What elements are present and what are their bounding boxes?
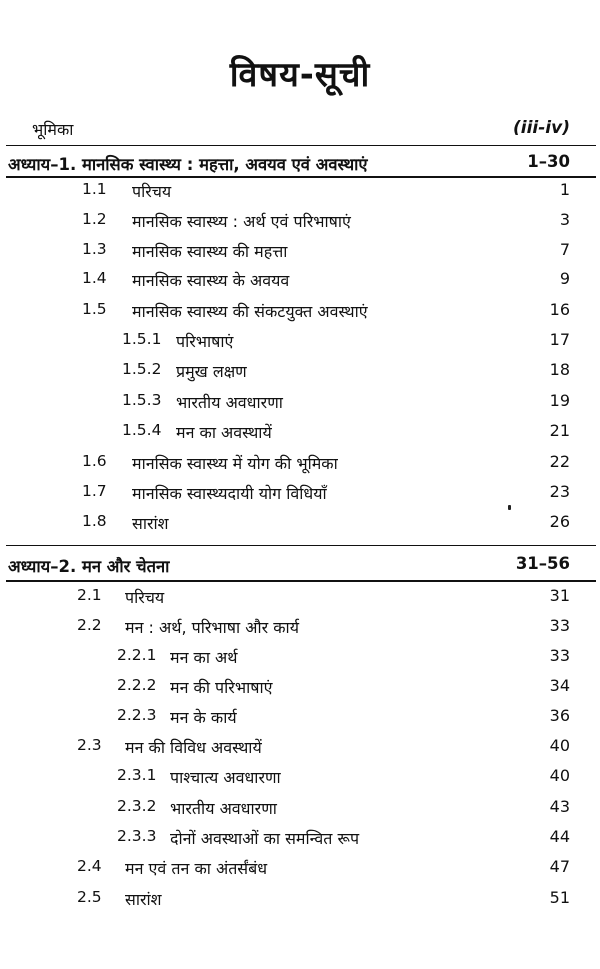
entry-title: परिचय (132, 182, 172, 201)
entry-page: 51 (549, 888, 570, 907)
toc-entry[interactable] (0, 452, 600, 482)
entry-number: 2.2 (77, 616, 102, 634)
entry-number: 2.3 (77, 736, 102, 754)
toc-entry[interactable] (0, 586, 600, 616)
toc-entry[interactable] (0, 766, 600, 796)
entry-title: मानसिक स्वास्थ्य की संकटयुक्त अवस्थाएं (132, 302, 368, 321)
entry-title: मानसिक स्वास्थ्य में योग की भूमिका (132, 454, 338, 473)
toc-entry[interactable] (0, 827, 600, 857)
toc-entry[interactable] (0, 180, 600, 210)
entry-number: 2.2.2 (117, 676, 157, 694)
entry-title: दोनों अवस्थाओं का समन्वित रूप (170, 829, 360, 848)
entry-title: मन की परिभाषाएं (170, 678, 273, 697)
chapter-2-title: अध्याय–2. मन और चेतना (8, 557, 170, 576)
entry-title: सारांश (125, 890, 162, 909)
entry-number: 1.5.3 (122, 391, 162, 409)
chapter-2-range: 31–56 (515, 554, 570, 573)
toc-entry[interactable] (0, 269, 600, 299)
toc-entry[interactable] (0, 512, 600, 542)
toc-entry[interactable] (0, 706, 600, 736)
entry-title: सारांश (132, 514, 169, 533)
entry-number: 1.5.2 (122, 360, 162, 378)
entry-title: प्रमुख लक्षण (176, 362, 247, 381)
entry-title: परिभाषाएं (176, 332, 234, 351)
toc-entry[interactable] (0, 676, 600, 706)
chapter-1-range: 1–30 (527, 152, 570, 171)
entry-title: मानसिक स्वास्थ्य की महत्ता (132, 242, 288, 261)
entry-number: 1.6 (82, 452, 107, 470)
divider (6, 145, 596, 146)
entry-title: मानसिक स्वास्थ्य के अवयव (132, 271, 290, 290)
entry-page: 23 (549, 482, 570, 501)
entry-page: 22 (549, 452, 570, 471)
toc-entry[interactable] (0, 210, 600, 240)
entry-title: भारतीय अवधारणा (176, 393, 283, 412)
entry-page: 44 (549, 827, 570, 846)
front-label: भूमिका (32, 120, 74, 139)
toc-entry[interactable] (0, 797, 600, 827)
entry-page: 19 (549, 391, 570, 410)
entry-title: मन : अर्थ, परिभाषा और कार्य (125, 618, 299, 637)
entry-page: 31 (549, 586, 570, 605)
toc-entry[interactable] (0, 360, 600, 390)
entry-number: 2.1 (77, 586, 102, 604)
entry-page: 1 (559, 180, 570, 199)
toc-entry[interactable] (0, 421, 600, 451)
entry-number: 2.3.3 (117, 827, 157, 845)
entry-page: 40 (549, 736, 570, 755)
entry-title: मानसिक स्वास्थ्य : अर्थ एवं परिभाषाएं (132, 212, 351, 231)
entry-number: 1.4 (82, 269, 107, 287)
entry-title: भारतीय अवधारणा (170, 799, 277, 818)
entry-title: मन के कार्य (170, 708, 237, 727)
entry-number: 1.5.4 (122, 421, 162, 439)
entry-title: मानसिक स्वास्थ्यदायी योग विधियाँ (132, 484, 327, 503)
entry-number: 2.3.1 (117, 766, 157, 784)
entry-number: 2.3.2 (117, 797, 157, 815)
chapter-1-title: अध्याय–1. मानसिक स्वास्थ्य : महत्ता, अवयव एवं अवस्थाएं (8, 155, 368, 174)
entry-page: 33 (549, 646, 570, 665)
toc-entry[interactable] (0, 240, 600, 270)
toc-entry[interactable] (0, 616, 600, 646)
toc-entry[interactable] (0, 391, 600, 421)
entry-page: 9 (559, 269, 570, 288)
entry-number: 1.1 (82, 180, 107, 198)
toc-entry[interactable] (0, 736, 600, 766)
entry-title: पाश्चात्य अवधारणा (170, 768, 281, 787)
entry-page: 21 (549, 421, 570, 440)
toc-front-matter[interactable] (0, 118, 600, 148)
entry-number: 2.5 (77, 888, 102, 906)
page-title: विषय-सूची (229, 55, 371, 95)
entry-number: 1.2 (82, 210, 107, 228)
entry-number: 2.2.3 (117, 706, 157, 724)
entry-page: 17 (549, 330, 570, 349)
entry-number: 1.5.1 (122, 330, 162, 348)
entry-page: 16 (549, 300, 570, 319)
toc-entry[interactable] (0, 300, 600, 330)
entry-page: 34 (549, 676, 570, 695)
toc-entry[interactable] (0, 330, 600, 360)
entry-title: मन का अवस्थायें (176, 423, 272, 442)
entry-page: 36 (549, 706, 570, 725)
entry-page: 47 (549, 857, 570, 876)
divider (6, 176, 596, 178)
divider (6, 580, 596, 582)
ink-speck (508, 505, 511, 510)
entry-page: 3 (559, 210, 570, 229)
entry-title: मन का अर्थ (170, 648, 238, 667)
entry-number: 1.5 (82, 300, 107, 318)
entry-title: मन एवं तन का अंतर्संबंध (125, 859, 268, 878)
entry-page: 43 (549, 797, 570, 816)
entry-title: परिचय (125, 588, 165, 607)
entry-page: 33 (549, 616, 570, 635)
entry-number: 1.3 (82, 240, 107, 258)
toc-entry[interactable] (0, 857, 600, 887)
toc-entry[interactable] (0, 888, 600, 918)
entry-page: 40 (549, 766, 570, 785)
entry-page: 18 (549, 360, 570, 379)
entry-page: 7 (559, 240, 570, 259)
front-pages: (iii-iv) (513, 118, 570, 138)
entry-number: 2.4 (77, 857, 102, 875)
entry-number: 2.2.1 (117, 646, 157, 664)
entry-number: 1.7 (82, 482, 107, 500)
toc-entry[interactable] (0, 646, 600, 676)
entry-number: 1.8 (82, 512, 107, 530)
divider (6, 545, 596, 546)
entry-title: मन की विविध अवस्थायें (125, 738, 262, 757)
entry-page: 26 (549, 512, 570, 531)
